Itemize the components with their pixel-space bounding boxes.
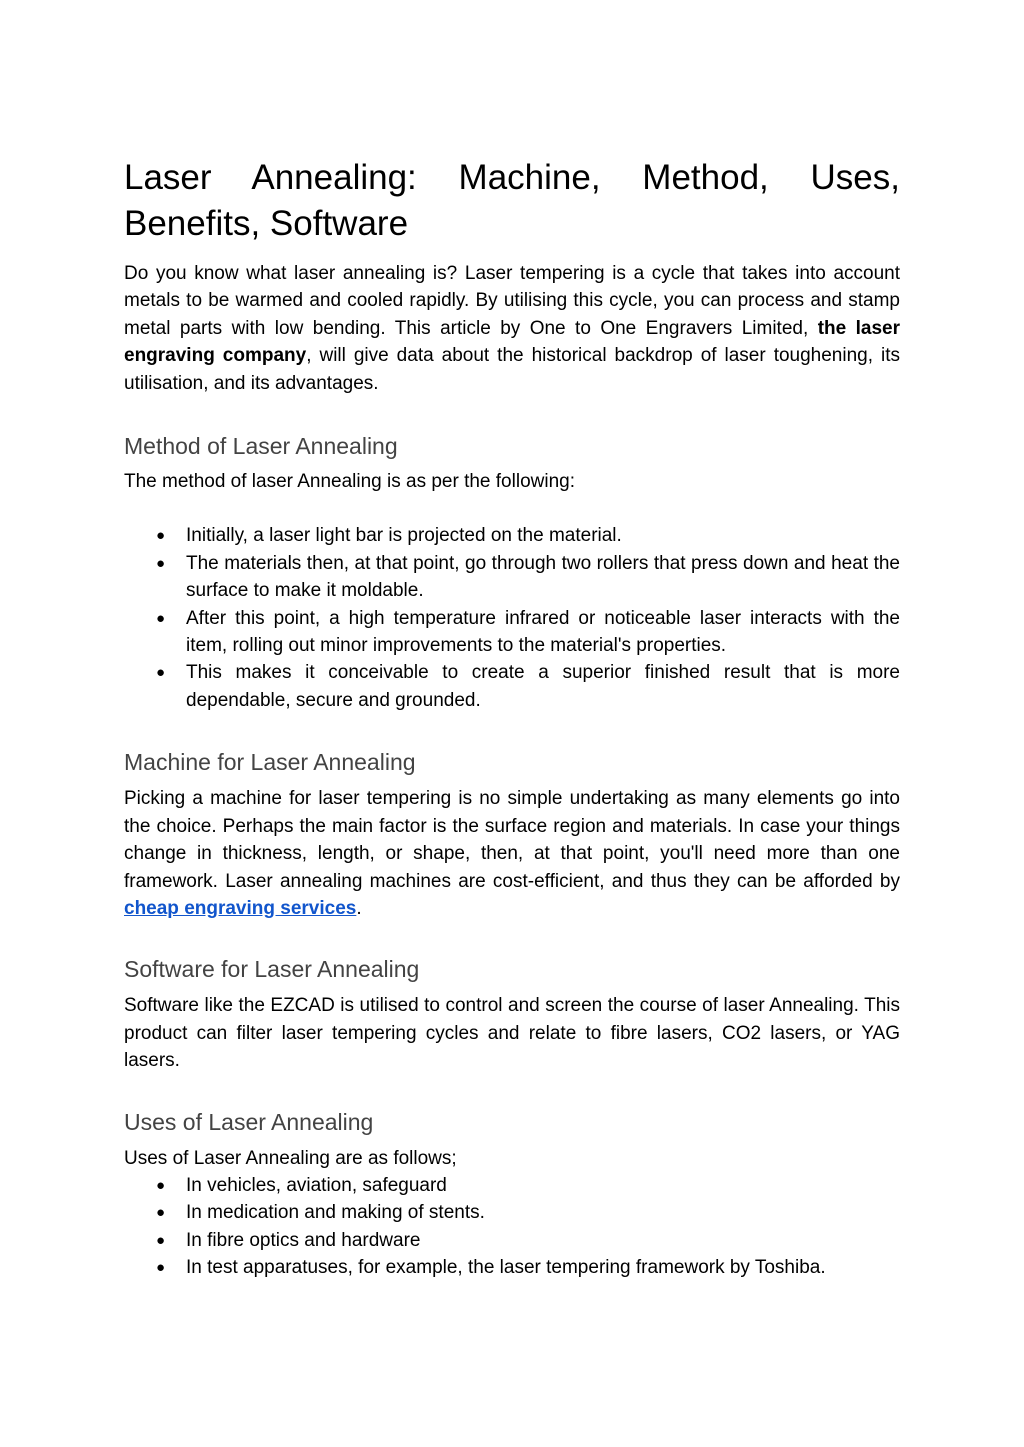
list-item-text: After this point, a high temperature infrared or noticeable laser interacts with the item, rolling out minor improvements to the material's properties. bbox=[186, 607, 900, 657]
list-item bbox=[124, 605, 900, 660]
list-item bbox=[124, 1254, 900, 1281]
list-item bbox=[124, 1227, 900, 1254]
machine-heading: Machine for Laser Annealing bbox=[124, 749, 416, 776]
bullet-icon: ● bbox=[156, 1204, 166, 1222]
machine-paragraph bbox=[124, 785, 900, 922]
bullet-icon: ● bbox=[156, 609, 166, 627]
intro-text-end: , will give data about the historical backdrop of laser toughening, its utilisation, and its advantages. bbox=[124, 345, 900, 394]
list-item-text: In medication and making of stents. bbox=[186, 1202, 485, 1224]
page-title-line-2: Benefits, Software bbox=[124, 204, 409, 243]
list-item-text: Initially, a laser light bar is projected on the material. bbox=[186, 525, 622, 547]
list-item-text: This makes it conceivable to create a superior finished result that is more dependable, secure and grounded. bbox=[186, 662, 900, 711]
intro-text-start: Do you know what laser annealing is? Laser tempering is a cycle that takes into account metals to be warmed and cooled rapidly. By utilising this cycle, you can process and stamp metal parts with low bending. This article by One to One Engravers Limited, bbox=[124, 263, 900, 339]
list-item bbox=[124, 550, 900, 605]
list-item-text: In vehicles, aviation, safeguard bbox=[186, 1174, 447, 1196]
method-lead: The method of laser Annealing is as per the following: bbox=[124, 471, 575, 493]
machine-text-end: . bbox=[356, 897, 362, 919]
list-item bbox=[124, 659, 900, 714]
software-paragraph: Software like the EZCAD is utilised to control and screen the course of laser Annealing. This product can filter laser tempering cycles and relate to fibre lasers, CO2 lasers, or YAG lasers. bbox=[124, 995, 900, 1072]
intro-paragraph bbox=[124, 260, 900, 397]
list-item bbox=[124, 522, 900, 549]
uses-heading: Uses of Laser Annealing bbox=[124, 1108, 374, 1135]
list-item-text: The materials then, at that point, go through two rollers that press down and heat the surface to make it moldable. bbox=[186, 552, 900, 602]
method-heading: Method of Laser Annealing bbox=[124, 433, 398, 460]
list-item bbox=[124, 1199, 900, 1226]
software-heading: Software for Laser Annealing bbox=[124, 956, 420, 983]
bullet-icon: ● bbox=[156, 527, 166, 545]
uses-list bbox=[124, 1172, 900, 1282]
cheap-engraving-services-link[interactable]: cheap engraving services bbox=[124, 897, 357, 919]
bullet-icon: ● bbox=[156, 1231, 166, 1249]
intro-bold-phrase: the laser engraving company bbox=[124, 317, 900, 367]
list-item-text: In test apparatuses, for example, the laser tempering framework by Toshiba. bbox=[186, 1257, 826, 1279]
list-item-text: In fibre optics and hardware bbox=[186, 1229, 421, 1251]
page-title bbox=[124, 155, 900, 247]
list-item bbox=[124, 1172, 900, 1199]
bullet-icon: ● bbox=[156, 554, 166, 572]
machine-text: Picking a machine for laser tempering is no simple undertaking as many elements go into the choice. Perhaps the main factor is the surface region and materials. In case your things change in thickness, length, or shape, then, at that point, you'll need more than one framework. Laser annealing machines are cost-efficient, and thus they can be afforded by bbox=[124, 788, 900, 892]
uses-lead: Uses of Laser Annealing are as follows; bbox=[124, 1147, 457, 1169]
page-title-line-1: Laser Annealing: Machine, Method, Uses, bbox=[124, 158, 900, 197]
bullet-icon: ● bbox=[156, 1176, 166, 1194]
method-list bbox=[124, 522, 900, 714]
document-page bbox=[124, 155, 900, 1282]
bullet-icon: ● bbox=[156, 1259, 166, 1277]
bullet-icon: ● bbox=[156, 664, 166, 682]
